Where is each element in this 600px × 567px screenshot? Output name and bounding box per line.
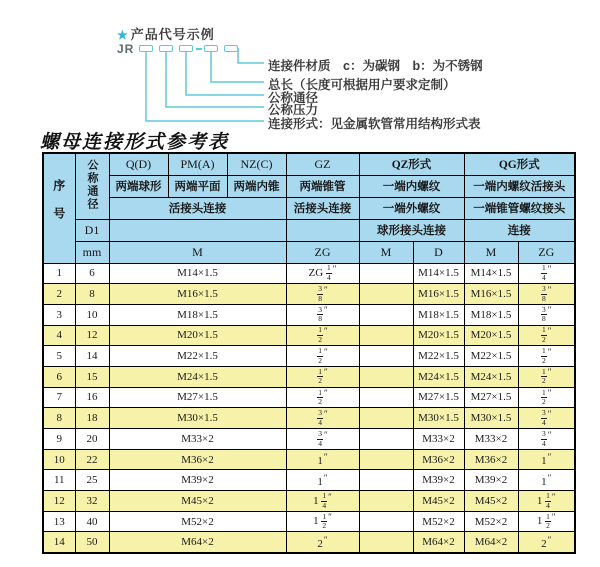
header-qg-end1: 一端内螺纹活接头 [464, 175, 575, 197]
table-row [43, 304, 575, 325]
cell-serial: 5 [43, 346, 75, 367]
table-row [43, 532, 575, 553]
cell-qg-zg: $\frac{1}{4}$ ″ [518, 263, 575, 284]
cell-qz-m [359, 325, 413, 346]
cell-thread-m: M27×1.5 [109, 387, 286, 408]
cell-qg-m: M36×2 [464, 449, 518, 470]
cell-qg-m: M30×1.5 [464, 408, 518, 429]
cell-dn: 14 [75, 346, 109, 367]
table-row [43, 387, 575, 408]
cell-qg-m: M45×2 [464, 491, 518, 512]
cell-serial: 1 [43, 263, 75, 284]
cell-serial: 4 [43, 325, 75, 346]
cell-dn: 6 [75, 263, 109, 284]
cell-qg-m: M27×1.5 [464, 387, 518, 408]
cell-dn: 20 [75, 429, 109, 450]
cell-qz-m [359, 511, 413, 532]
cell-thread-m: M33×2 [109, 429, 286, 450]
cell-qz-d: M36×2 [413, 449, 464, 470]
cell-thread-gz: $\frac{3}{8}$ ″ [286, 284, 359, 305]
table-row [43, 284, 575, 305]
table-row [43, 366, 575, 387]
cell-qz-d: M30×1.5 [413, 408, 464, 429]
cell-dn: 8 [75, 284, 109, 305]
header-qz-connection: 球形接头连接 [359, 219, 464, 241]
cell-thread-gz: 1″ [286, 449, 359, 470]
header-d1: D1 [75, 219, 109, 241]
cell-thread-m: M14×1.5 [109, 263, 286, 284]
header-gz-connection: 活接头连接 [286, 197, 359, 219]
cell-dn: 25 [75, 470, 109, 491]
cell-thread-gz: 1 $\frac{1}{2}$ ″ [286, 511, 359, 532]
header-form-gz: GZ [286, 153, 359, 175]
label-connection-form: 连接形式：见金属软管常用结构形式表 [268, 117, 481, 131]
cell-thread-m: M24×1.5 [109, 366, 286, 387]
code-box [179, 45, 193, 52]
header-qz-end1: 一端内螺纹 [359, 175, 464, 197]
table-body [43, 263, 575, 553]
cell-thread-m: M18×1.5 [109, 304, 286, 325]
cell-thread-gz: $\frac{3}{4}$ ″ [286, 408, 359, 429]
cell-serial: 10 [43, 449, 75, 470]
header-form-qz: QZ形式 [359, 153, 464, 175]
cell-dn: 32 [75, 491, 109, 512]
cell-thread-gz: $\frac{1}{2}$ ″ [286, 387, 359, 408]
cell-qz-d: M52×2 [413, 511, 464, 532]
cell-dn: 15 [75, 366, 109, 387]
cell-dn: 22 [75, 449, 109, 470]
cell-qg-zg: $\frac{3}{8}$ ″ [518, 304, 575, 325]
code-box [224, 45, 238, 52]
label-total-length: 总长（长度可根据用户要求定制） [268, 78, 456, 92]
table-row [43, 449, 575, 470]
cell-thread-gz: $\frac{3}{4}$ ″ [286, 429, 359, 450]
cell-thread-m: M16×1.5 [109, 284, 286, 305]
header-qd-type: 两端球形 [109, 175, 168, 197]
table-title: 螺母连接形式参考表 [40, 131, 230, 153]
table-row [43, 346, 575, 367]
cell-qz-m [359, 263, 413, 284]
cell-qg-m: M64×2 [464, 532, 518, 553]
star-icon: ★ [117, 28, 129, 42]
cell-dn: 16 [75, 387, 109, 408]
cell-qg-zg: $\frac{1}{2}$ ″ [518, 346, 575, 367]
table-row [43, 263, 575, 284]
cell-qg-m: M33×2 [464, 429, 518, 450]
cell-dn: 40 [75, 511, 109, 532]
header-qz-end2: 一端外螺纹 [359, 197, 464, 219]
cell-qz-m [359, 429, 413, 450]
cell-serial: 13 [43, 511, 75, 532]
cell-qz-d: M22×1.5 [413, 346, 464, 367]
label-nominal-pressure: 公称压力 [268, 103, 319, 117]
cell-thread-gz: ZG $\frac{1}{4}$ ″ [286, 263, 359, 284]
cell-qz-m [359, 304, 413, 325]
cell-qg-zg: $\frac{1}{2}$ ″ [518, 325, 575, 346]
cell-serial: 9 [43, 429, 75, 450]
cell-qg-m: M18×1.5 [464, 304, 518, 325]
header-form-qd: Q(D) [109, 153, 168, 175]
cell-qz-d: M24×1.5 [413, 366, 464, 387]
header-zg: ZG [286, 241, 359, 263]
cell-serial: 6 [43, 366, 75, 387]
label-nominal-diameter: 公称通径 [268, 91, 319, 105]
header-mm: mm [75, 241, 109, 263]
header-empty-gz [286, 219, 359, 241]
cell-qz-m [359, 387, 413, 408]
cell-qg-m: M39×2 [464, 470, 518, 491]
cell-qz-m [359, 284, 413, 305]
cell-qz-d: M45×2 [413, 491, 464, 512]
code-dash [196, 48, 202, 50]
cell-serial: 3 [43, 304, 75, 325]
header-qz-d: D [413, 241, 464, 263]
cell-qg-zg: 1 $\frac{1}{4}$ ″ [518, 491, 575, 512]
cell-qz-m [359, 470, 413, 491]
header-qg-end2: 一端锥管螺纹接头 [464, 197, 575, 219]
header-gz-type: 两端锥管 [286, 175, 359, 197]
table-row [43, 491, 575, 512]
cell-serial: 7 [43, 387, 75, 408]
cell-qz-d: M16×1.5 [413, 284, 464, 305]
cell-serial: 12 [43, 491, 75, 512]
header-serial: 序号 [43, 153, 75, 263]
cell-qz-d: M18×1.5 [413, 304, 464, 325]
code-box [139, 45, 153, 52]
header-qz-m: M [359, 241, 413, 263]
label-connector-material: 连接件材质 c：为碳钢 b：为不锈钢 [268, 59, 483, 73]
cell-qg-m: M14×1.5 [464, 263, 518, 284]
code-box [159, 45, 173, 52]
cell-qz-m [359, 491, 413, 512]
cell-qz-m [359, 532, 413, 553]
cell-thread-m: M36×2 [109, 449, 286, 470]
header-nominal-diameter: 公称通径 [75, 153, 109, 219]
cell-thread-m: M39×2 [109, 470, 286, 491]
cell-qz-m [359, 366, 413, 387]
cell-qz-d: M20×1.5 [413, 325, 464, 346]
cell-qg-zg: $\frac{3}{8}$ ″ [518, 284, 575, 305]
header-qg-zg: ZG [518, 241, 575, 263]
header-pma-type: 两端平面 [168, 175, 227, 197]
cell-qg-zg: 1″ [518, 470, 575, 491]
header-nzc-type: 两端内锥 [227, 175, 286, 197]
cell-qg-zg: 2″ [518, 532, 575, 553]
cell-dn: 50 [75, 532, 109, 553]
header-form-nzc: NZ(C) [227, 153, 286, 175]
header-qg-m: M [464, 241, 518, 263]
cell-serial: 8 [43, 408, 75, 429]
cell-serial: 11 [43, 470, 75, 491]
cell-thread-gz: $\frac{1}{2}$ ″ [286, 346, 359, 367]
cell-qg-zg: 1″ [518, 449, 575, 470]
header-empty-left [109, 219, 286, 241]
cell-qz-d: M39×2 [413, 470, 464, 491]
cell-qg-m: M16×1.5 [464, 284, 518, 305]
cell-thread-gz: $\frac{1}{2}$ ″ [286, 366, 359, 387]
table-row [43, 325, 575, 346]
header-qg-connection: 连接 [464, 219, 575, 241]
table-row [43, 511, 575, 532]
cell-thread-gz: 1″ [286, 470, 359, 491]
cell-qz-m [359, 408, 413, 429]
header-form-qg: QG形式 [464, 153, 575, 175]
cell-qz-d: M33×2 [413, 429, 464, 450]
cell-thread-m: M45×2 [109, 491, 286, 512]
cell-qz-m [359, 449, 413, 470]
cell-qz-d: M27×1.5 [413, 387, 464, 408]
table-row [43, 470, 575, 491]
cell-qg-m: M24×1.5 [464, 366, 518, 387]
cell-thread-gz: $\frac{3}{8}$ ″ [286, 304, 359, 325]
code-prefix: JR [117, 42, 135, 56]
cell-dn: 18 [75, 408, 109, 429]
cell-serial: 2 [43, 284, 75, 305]
header-form-pma: PM(A) [168, 153, 227, 175]
cell-thread-gz: 2″ [286, 532, 359, 553]
cell-qz-d: M14×1.5 [413, 263, 464, 284]
cell-thread-gz: 1 $\frac{1}{4}$ ″ [286, 491, 359, 512]
cell-thread-m: M22×1.5 [109, 346, 286, 367]
cell-qg-zg: 1 $\frac{1}{2}$ ″ [518, 511, 575, 532]
product-code-example-title [117, 24, 215, 43]
cell-qg-zg: $\frac{1}{2}$ ″ [518, 366, 575, 387]
cell-thread-m: M64×2 [109, 532, 286, 553]
code-box [204, 45, 218, 52]
cell-dn: 10 [75, 304, 109, 325]
nut-connection-reference-table [42, 152, 576, 554]
cell-qz-m [359, 346, 413, 367]
cell-qg-zg: $\frac{1}{2}$ ″ [518, 387, 575, 408]
cell-qg-zg: $\frac{3}{4}$ ″ [518, 429, 575, 450]
cell-thread-gz: $\frac{1}{2}$ ″ [286, 325, 359, 346]
cell-qg-m: M52×2 [464, 511, 518, 532]
table-row [43, 429, 575, 450]
cell-dn: 12 [75, 325, 109, 346]
header-m: M [109, 241, 286, 263]
cell-serial: 14 [43, 532, 75, 553]
table-row [43, 408, 575, 429]
cell-qz-d: M64×2 [413, 532, 464, 553]
cell-thread-m: M52×2 [109, 511, 286, 532]
cell-thread-m: M30×1.5 [109, 408, 286, 429]
header-union-connection: 活接头连接 [109, 197, 286, 219]
cell-qg-m: M22×1.5 [464, 346, 518, 367]
product-code-example-label: 产品代号示例 [130, 27, 215, 42]
cell-thread-m: M20×1.5 [109, 325, 286, 346]
table-header [43, 153, 575, 263]
cell-qg-zg: $\frac{3}{4}$ ″ [518, 408, 575, 429]
cell-qg-m: M20×1.5 [464, 325, 518, 346]
